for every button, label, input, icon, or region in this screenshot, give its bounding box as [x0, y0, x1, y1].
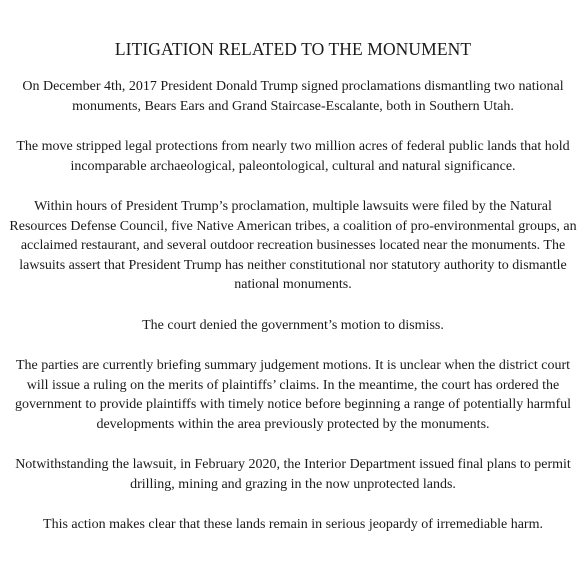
paragraph-motion-denied: The court denied the government’s motion to dismiss.: [142, 317, 444, 333]
paragraph-legal-protections: The move stripped legal protections from nearly two million acres of federal public lands that hold incomparable archaeological, paleontological, cultural and natural significance.: [16, 139, 570, 174]
paragraph-proclamation: On December 4th, 2017 President Donald Trump signed proclamations dismantling two national monuments, Bears Ears and Grand Staircase-Escalante, both in Southern Utah.: [22, 79, 564, 114]
page-title: LITIGATION RELATED TO THE MONUMENT: [114, 39, 472, 59]
paragraph-interior-plans: Notwithstanding the lawsuit, in February 2020, the Interior Department issued final plans to permit drilling, mining and grazing in the now unprotected lands.: [15, 457, 571, 492]
paragraph-lawsuits: Within hours of President Trump’s proclamation, multiple lawsuits were filed by the Natural Resources Defense Council, five Native American tribes, a coalition of pro-environmental groups, an acclaimed restaurant, and several outdoor recreation businesses located near the monuments. The lawsuits assert that President Trump has neither constitutional nor statutory authority to dismantle national monuments.: [9, 199, 577, 292]
paragraph-conclusion: This action makes clear that these lands remain in serious jeopardy of irremediable harm.: [43, 517, 543, 532]
paragraph-summary-judgement: The parties are currently briefing summary judgement motions. It is unclear when the district court will issue a ruling on the merits of plaintiffs’ claims. In the meantime, the court has ordered the government to provide plaintiffs with timely notice before beginning a range of potentially harmful developments within the area previously protected by the monuments.: [14, 358, 572, 432]
